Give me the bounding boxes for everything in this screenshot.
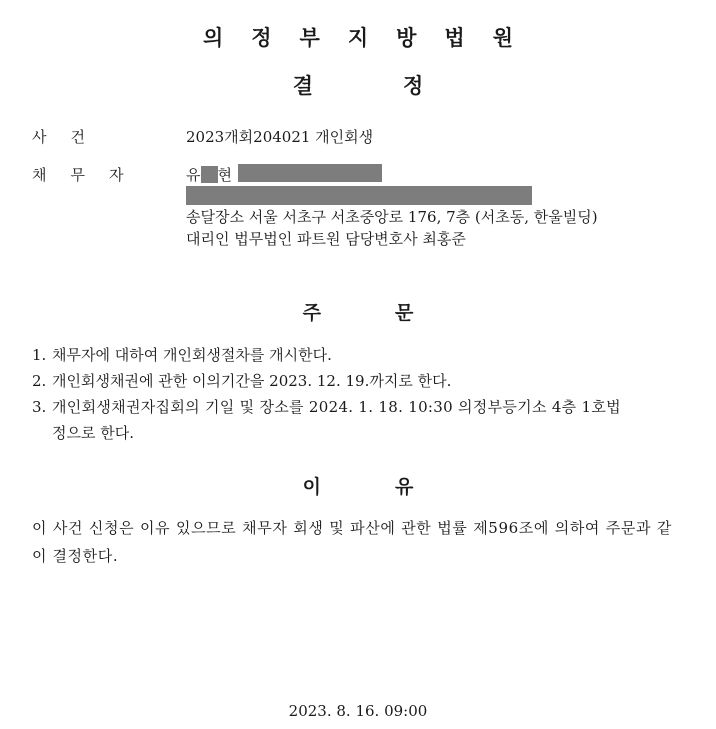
order-item-text: 개인회생채권에 관한 이의기간을 2023. 12. 19.까지로 한다. <box>52 372 452 390</box>
debtor-address-redaction-line2 <box>186 186 532 205</box>
reason-text: 이 사건 신청은 이유 있으므로 채무자 회생 및 파산에 관한 법률 제596조에 의하여 주문과 같이 결정한다. <box>32 519 672 565</box>
court-title: 의정부지방법원 <box>202 26 541 50</box>
issue-date: 2023. 8. 16. 09:00 <box>288 702 428 720</box>
order-item-number: 1. <box>32 346 47 364</box>
order-item-1 <box>32 342 672 368</box>
case-value: 2023개회204021 개인회생 <box>186 128 374 146</box>
debtor-name-first: 유 <box>186 166 201 184</box>
debtor-name-last: 현 <box>217 166 232 184</box>
order-item-2 <box>32 368 672 394</box>
order-item-text: 채무자에 대하여 개인회생절차를 개시한다. <box>52 346 332 364</box>
case-label: 사건 <box>32 128 109 146</box>
order-item-continuation: 정으로 한다. <box>52 424 134 442</box>
order-item-number: 2. <box>32 372 47 390</box>
document-type-title: 결정 <box>292 74 514 98</box>
order-item-text: 개인회생채권자집회의 기일 및 장소를 2024. 1. 18. 10:30 의정부등기소 4층 1호법 <box>52 398 621 416</box>
order-item-number: 3. <box>32 398 47 416</box>
debtor-name <box>186 164 232 185</box>
order-heading: 주문 <box>302 302 488 324</box>
debtor-name-redaction <box>201 166 218 183</box>
order-item-3 <box>32 394 672 446</box>
reason-heading: 이유 <box>302 476 488 498</box>
debtor-label: 채무자 <box>32 166 148 184</box>
legal-agent: 대리인 법무법인 파트원 담당변호사 최홍준 <box>186 230 466 248</box>
service-address: 송달장소 서울 서초구 서초중앙로 176, 7층 (서초동, 한울빌딩) <box>186 208 598 226</box>
debtor-address-redaction <box>238 164 382 182</box>
